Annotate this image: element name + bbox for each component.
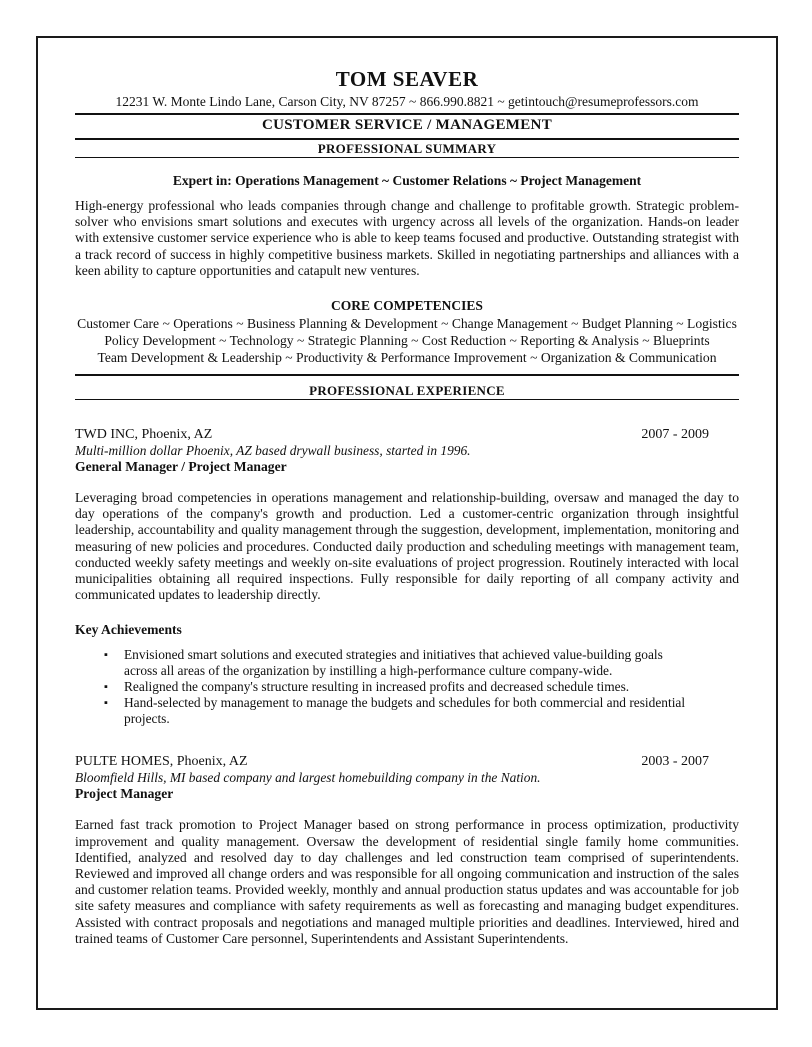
section-heading-summary: PROFESSIONAL SUMMARY [317,141,497,156]
job-company-description: Multi-million dollar Phoenix, AZ based drywall business, started in 1996. [75,443,471,459]
contact-info: 12231 W. Monte Lindo Lane, Carson City, NV 87257 ~ 866.990.8821 ~ getintouch@resumeprofessors.com [115,94,699,109]
achievement-text: Hand-selected by management to manage the budgets and schedules for both commercial and residential projects. [124,695,686,727]
job-header [75,426,739,443]
job-company-description: Bloomfield Hills, MI based company and largest homebuilding company in the Nation. [75,770,541,786]
job-title: Project Manager [75,786,174,802]
achievement-text: Realigned the company's structure resulting in increased profits and decreased schedule times. [124,679,630,695]
job-entry [75,753,739,947]
job-title: General Manager / Project Manager [75,459,287,475]
summary-paragraph: High-energy professional who leads companies through change and challenge to profitable growth. Strategic problem-solver who envisions smart solutions and executes with urgency across all levels of the organization. Hands-on leader with extensive customer service experience who is able to keep teams focused and productive. Outstanding strategist with a track record of success in highly competitive business markets. Skilled in negotiating partnerships and alliances with a keen ability to capture opportunities and catapult new ventures. [75,198,739,278]
list-item [75,695,739,727]
section-heading-experience: PROFESSIONAL EXPERIENCE [309,383,505,399]
job-company: PULTE HOMES, Phoenix, AZ [75,754,248,770]
section-heading-competencies: CORE COMPETENCIES [331,298,483,314]
resume-page [75,66,739,947]
expert-in-line: Expert in: Operations Management ~ Customer Relations ~ Project Management [172,173,642,188]
job-company: TWD INC, Phoenix, AZ [75,427,213,443]
list-item [75,647,739,679]
divider [75,157,739,158]
job-paragraph: Leveraging broad competencies in operations management and relationship-building, oversaw and managed the day to day operations of the company's growth and production. Led a customer-centric organization through insightful leadership, accountability and quality management through the suggestion, development, implementation, monitoring and measuring of new policies and procedures. Conducted daily production and scheduling meetings with management team, conducted weekly safety meetings and weekly on-site evaluations of project progression. Routinely interacted with local municipalities obtaining all required inspections. Fully responsible for daily reporting of all company activity and communicated updates to leadership directly. [75,490,739,603]
job-dates: 2003 - 2007 [641,754,709,770]
bullet-icon: ▪ [104,681,108,694]
divider [75,399,739,400]
list-item [75,679,739,695]
competency-line: Policy Development ~ Technology ~ Strategic Planning ~ Cost Reduction ~ Reporting & Analysis ~ Blueprints [104,333,710,349]
bullet-icon: ▪ [104,697,108,710]
competency-line: Customer Care ~ Operations ~ Business Planning & Development ~ Change Management ~ Budget Planning ~ Logistics [77,316,737,332]
job-entry [75,426,739,727]
competency-line: Team Development & Leadership ~ Productivity & Performance Improvement ~ Organization & Communication [97,350,717,366]
achievements-list [75,647,739,727]
bullet-icon: ▪ [104,649,108,662]
divider [75,374,739,376]
job-dates: 2007 - 2009 [641,427,709,443]
key-achievements-heading: Key Achievements [75,622,182,638]
job-header [75,753,739,770]
achievement-text: Envisioned smart solutions and executed strategies and initiatives that achieved value-building goals across all areas of the organization by instilling a high-performance culture company-wide. [124,647,663,679]
job-paragraph: Earned fast track promotion to Project Manager based on strong performance in process optimization, productivity improvement and quality management. Oversaw the development of residential single family home communities. Identified, analyzed and resolved day to day challenges and led construction team comprised of superintendents. Reviewed and improved all change orders and was responsible for all ongoing communication and instruction of the sales and customer relation teams. Provided weekly, monthly and annual production status updates and was accountable for job site safety measures and compliance with safety requirements as well as forecasting and managing budget expenditures. Assisted with contract proposals and negotiations and managed multiple priorities and deadlines. Interviewed, hired and trained teams of Customer Care personnel, Superintendents and Assistant Superintendents. [75,817,739,946]
resume-headline: CUSTOMER SERVICE / MANAGEMENT [261,117,552,133]
candidate-name: TOM SEAVER [335,67,479,91]
